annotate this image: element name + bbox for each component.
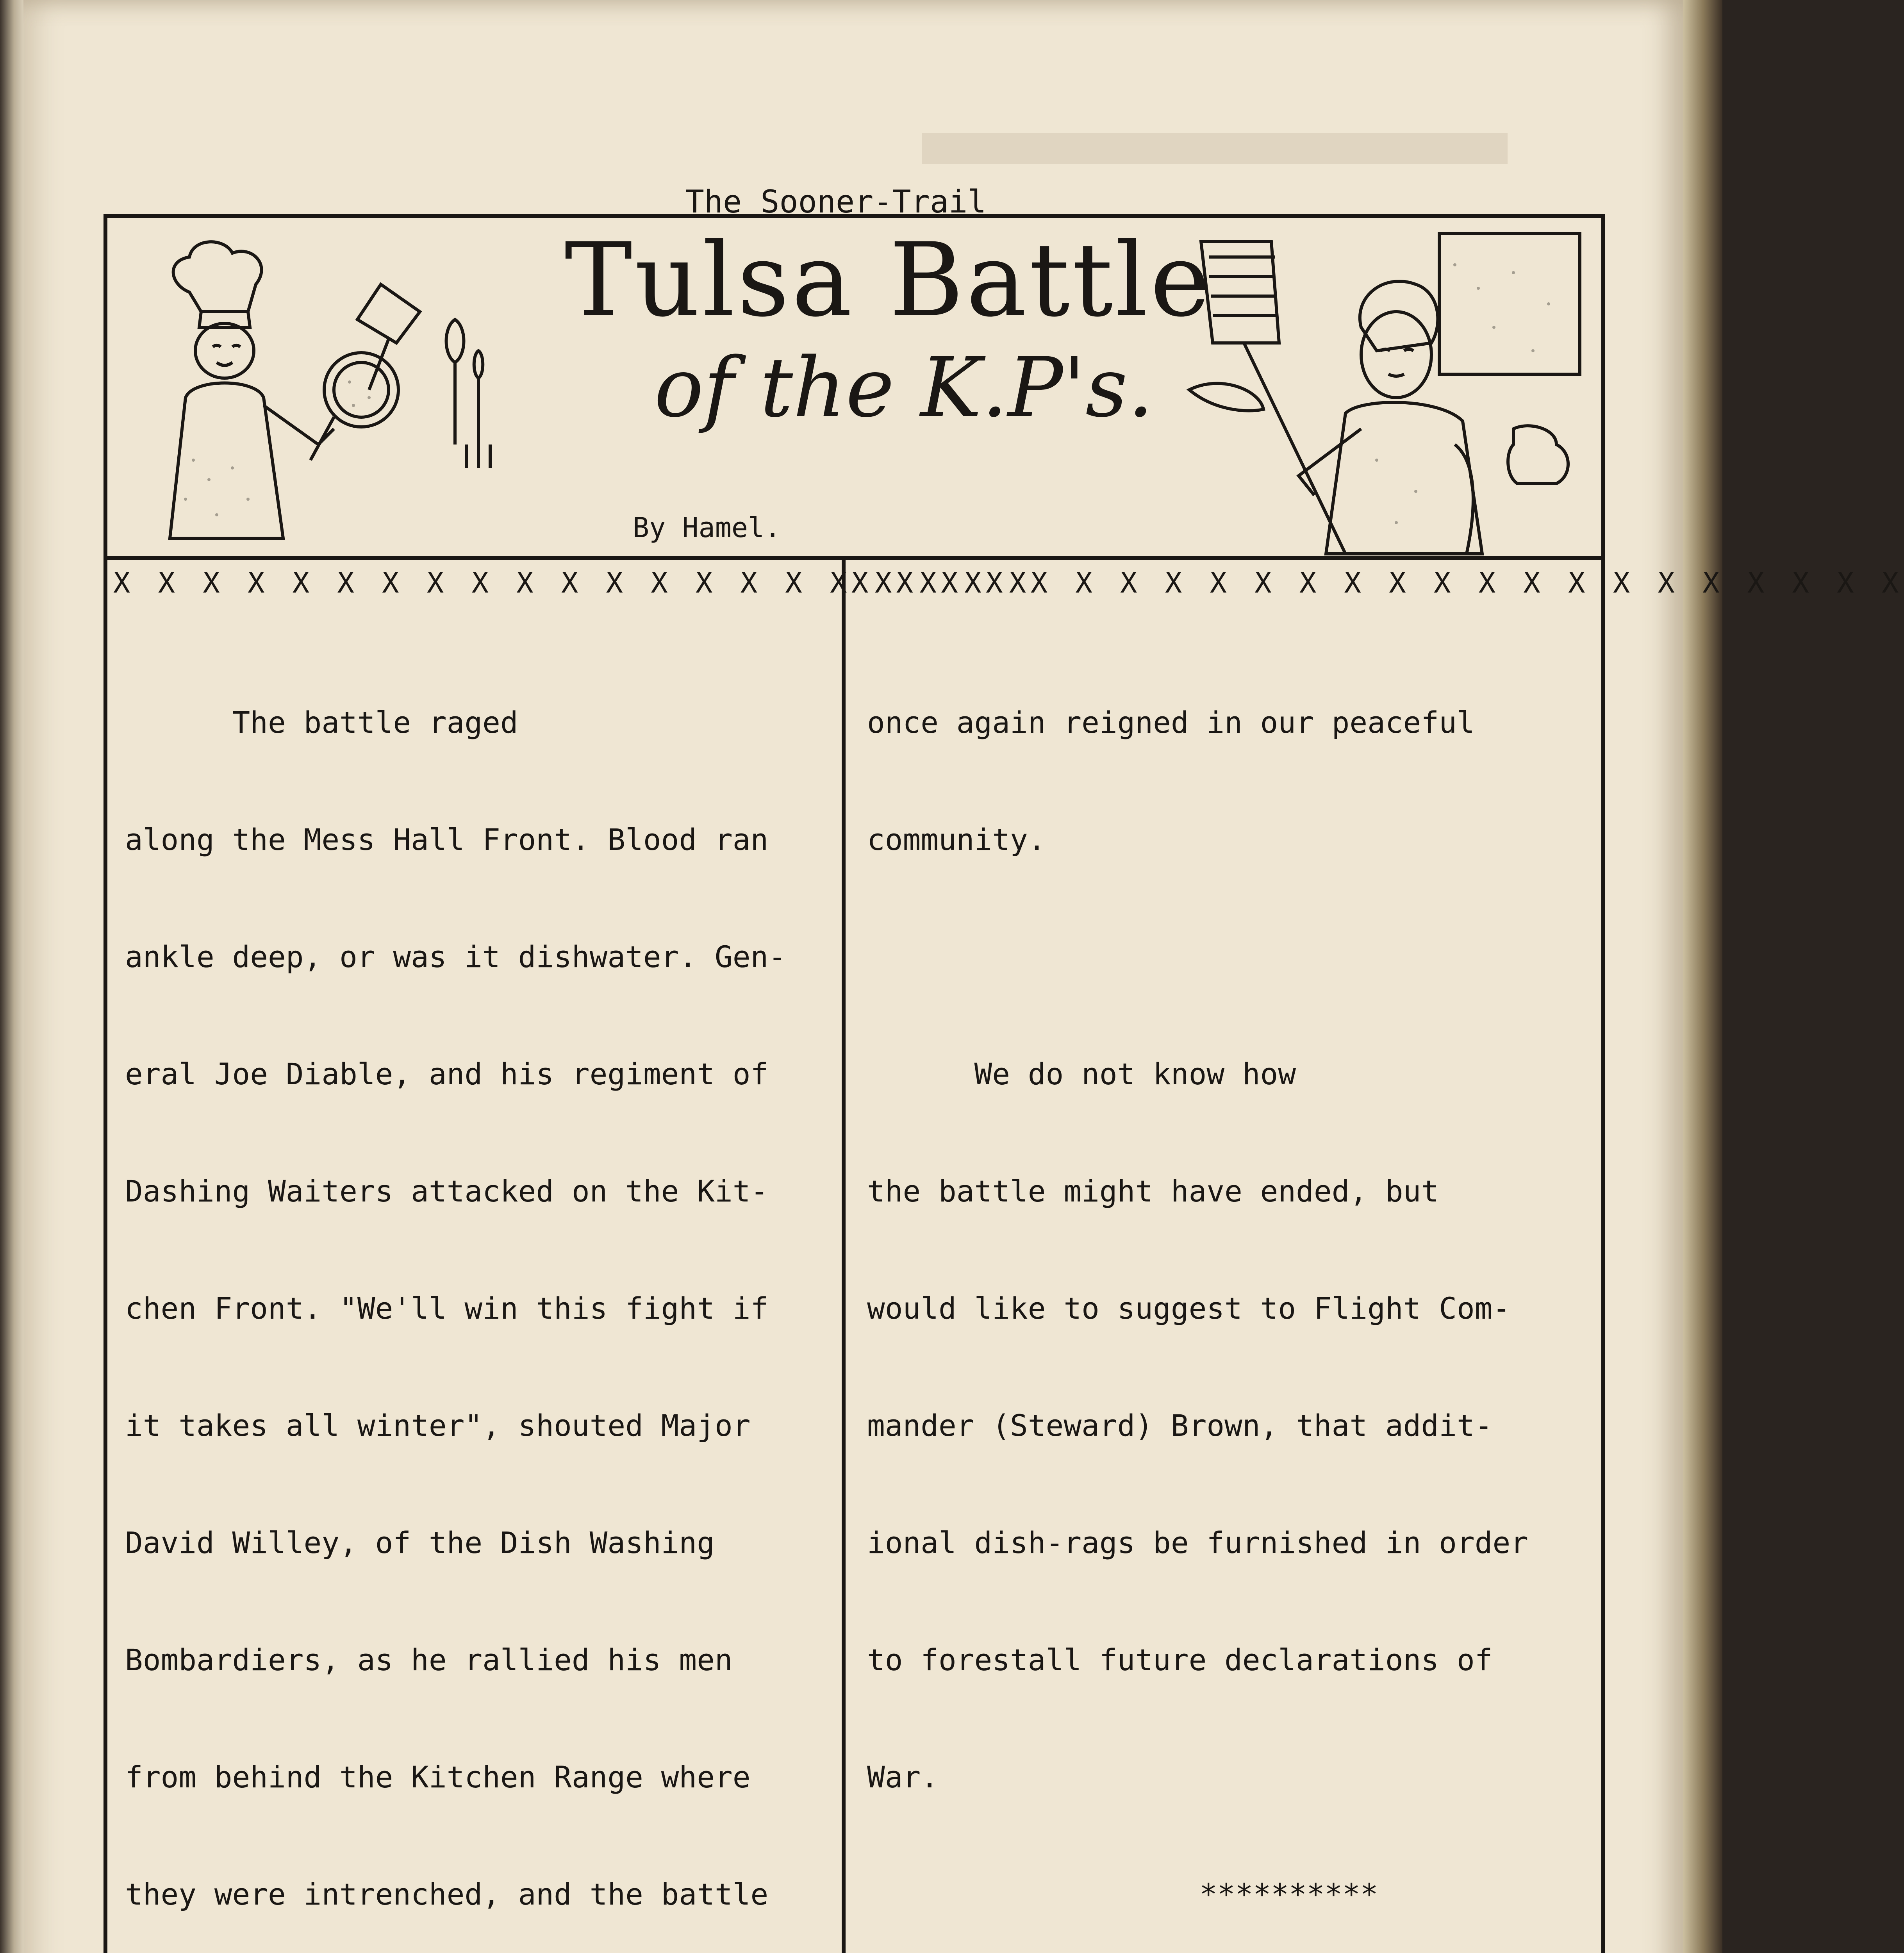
headline: Tulsa Battle	[564, 221, 1213, 339]
article-right-column	[867, 625, 1594, 1953]
article-line: chen Front. "We'll win this fight if	[125, 1291, 769, 1326]
title-banner	[103, 214, 1605, 560]
binding-edge	[0, 0, 23, 1953]
article-line: Bombardiers, as he rallied his men	[125, 1642, 733, 1677]
frame-right-rule	[1601, 560, 1605, 1953]
mop-man-illustration	[1142, 226, 1599, 554]
byline: By Hamel.	[633, 512, 781, 544]
article-line: Dashing Waiters attacked on the Kit-	[125, 1174, 769, 1209]
headline-subtitle: of the K.P's.	[654, 340, 1154, 436]
article-line: once again reigned in our peaceful	[867, 705, 1475, 740]
article-line: ional dish-rags be furnished in order	[867, 1525, 1528, 1560]
article-line: ankle deep, or was it dishwater. Gen-	[125, 939, 786, 974]
article-line: community.	[867, 822, 1046, 857]
article-line: War.	[867, 1760, 939, 1794]
article-line: The battle raged	[125, 705, 518, 740]
page-edge	[1683, 0, 1722, 1953]
article-line: to forestall future declarations of	[867, 1642, 1493, 1677]
section-divider-stars: **********	[1199, 1877, 1378, 1912]
article-line: would like to suggest to Flight Com-	[867, 1291, 1511, 1326]
article-line: eral Joe Diable, and his regiment of	[125, 1057, 769, 1091]
article-line: the battle might have ended, but	[867, 1174, 1439, 1209]
frame-column-rule	[842, 560, 846, 1953]
article-line: it takes all winter", shouted Major	[125, 1408, 751, 1443]
article-line: David Willey, of the Dish Washing	[125, 1525, 715, 1560]
newsletter-page	[23, 0, 1904, 1953]
article-line: from behind the Kitchen Range where	[125, 1760, 751, 1794]
article-left-column	[125, 625, 836, 1953]
bleed-through-shadow	[922, 133, 1508, 164]
chef-illustration	[115, 226, 506, 554]
frame-left-rule	[103, 560, 107, 1953]
article-line: they were intrenched, and the battle	[125, 1877, 769, 1912]
article-line: We do not know how	[867, 1057, 1296, 1091]
article-line: along the Mess Hall Front. Blood ran	[125, 822, 769, 857]
article-line: mander (Steward) Brown, that addit-	[867, 1408, 1493, 1443]
article-line	[867, 937, 1594, 976]
running-head: The Sooner-Trail	[685, 184, 987, 220]
separator-right: X X X X X X X X X X X X X X X X X X X X X X X X	[851, 566, 1904, 599]
separator-left: X X X X X X X X X X X X X X X X X X X X X	[113, 566, 1032, 599]
